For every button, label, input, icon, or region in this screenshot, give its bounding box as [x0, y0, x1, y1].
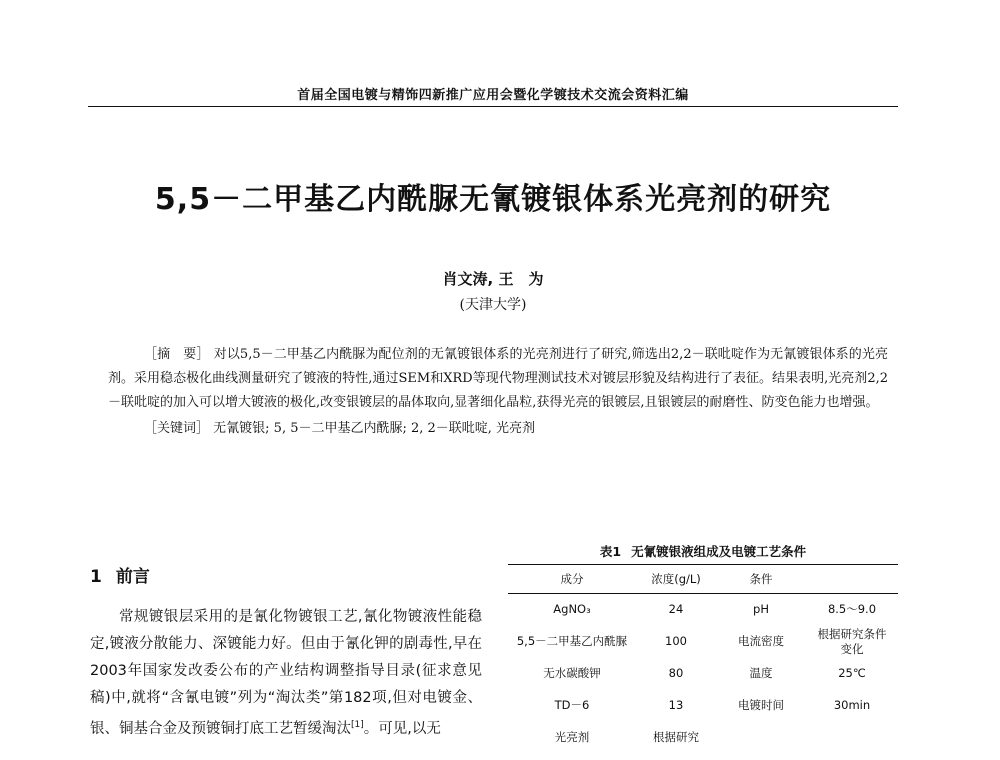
- body-text: [90, 604, 482, 743]
- table-cell: 13: [668, 698, 684, 712]
- table-header-cell: 成分: [560, 572, 584, 586]
- table-container: [508, 564, 898, 754]
- abstract-block: [108, 343, 888, 441]
- table-cell: AgNO₃: [553, 602, 591, 617]
- table-row: [508, 626, 898, 658]
- table-cell: 根据研究条件变化: [817, 626, 887, 656]
- table-cell: 80: [668, 666, 684, 680]
- table-row: [508, 594, 898, 626]
- abstract-label: ［摘 要］: [144, 347, 210, 362]
- header-rule: [88, 106, 898, 107]
- table-cell: 温度: [749, 666, 773, 680]
- section-number: 1: [90, 567, 102, 587]
- citation-1: [1]: [351, 720, 364, 730]
- section-title: 前言: [115, 567, 150, 587]
- plating-table: [508, 564, 898, 754]
- abstract-paragraph: [108, 343, 888, 415]
- intro-paragraph: [90, 604, 482, 743]
- paper-title: 5,5－二甲基乙内酰脲无氰镀银体系光亮剂的研究: [154, 182, 832, 217]
- keywords-paragraph: [108, 417, 888, 441]
- affiliation: (天津大学): [459, 297, 527, 313]
- abstract-text: 对以5,5－二甲基乙内酰脲为配位剂的无氰镀银体系的光亮剂进行了研究,筛选出2,2－联吡啶作为无氰镀银体系的光亮剂。采用稳态极化曲线测量研究了镀液的特性,通过SEM和XRD等现代物理测试技术对镀层形貌及结构进行了表征。结果表明,光亮剂2,2－联吡啶的加入可以增大镀液的极化,改变银镀层的晶体取向,显著细化晶粒,获得光亮的银镀层,且银镀层的耐磨性、防变色能力也增强。: [108, 347, 888, 410]
- table-caption: [508, 542, 898, 560]
- table-cell: 25℃: [838, 666, 866, 680]
- table-number: 表1: [599, 544, 622, 559]
- keywords-label: ［关键词］: [144, 421, 210, 436]
- intro-text: 常规镀银层采用的是氰化物镀银工艺,氰化物镀液性能稳定,镀液分散能力、深镀能力好。但由于氰化钾的剧毒性,早在2003年国家发改委公布的产业结构调整指导目录(征求意见稿)中,就将“含氰电镀”列为“淘汰类”第182项,但对电镀金、银、铜基合金及预镀铜打底工艺暂缓淘汰: [90, 609, 482, 737]
- table-cell: 8.5～9.0: [827, 602, 877, 617]
- table-cell: 无水碳酸钾: [543, 666, 601, 680]
- table-cell: 100: [665, 634, 687, 648]
- intro-text-tail: 。可见,以无: [363, 720, 441, 737]
- table-cell: 5,5－二甲基乙内酰脲: [516, 634, 628, 648]
- authors: 肖文涛, 王 为: [442, 270, 544, 288]
- table-cell: [806, 722, 898, 754]
- table-cell: 电镀时间: [738, 698, 784, 712]
- table-row: [508, 722, 898, 754]
- section-heading: [90, 562, 150, 587]
- table-cell: 根据研究: [653, 730, 699, 744]
- table-header-cell: [806, 565, 898, 594]
- running-header: 首届全国电镀与精饰四新推广应用会暨化学镀技术交流会资料汇编: [297, 88, 689, 103]
- table-row: [508, 658, 898, 690]
- table-cell: pH: [753, 602, 769, 617]
- table-cell: [716, 722, 806, 754]
- table-header-cell: 浓度(g/L): [651, 572, 701, 586]
- table-caption-text: 无氰镀银液组成及电镀工艺条件: [631, 544, 807, 559]
- table-header-cell: 条件: [749, 572, 773, 586]
- table-cell: 电流密度: [738, 634, 784, 648]
- keywords-text: 无氰镀银; 5, 5－二甲基乙内酰脲; 2, 2－联吡啶, 光亮剂: [213, 421, 536, 436]
- table-header-row: [508, 565, 898, 594]
- table-cell: 30min: [833, 698, 871, 712]
- table-cell: 光亮剂: [554, 730, 590, 744]
- table-cell: TD－6: [554, 698, 590, 712]
- table-row: [508, 690, 898, 722]
- table-cell: 24: [668, 602, 684, 617]
